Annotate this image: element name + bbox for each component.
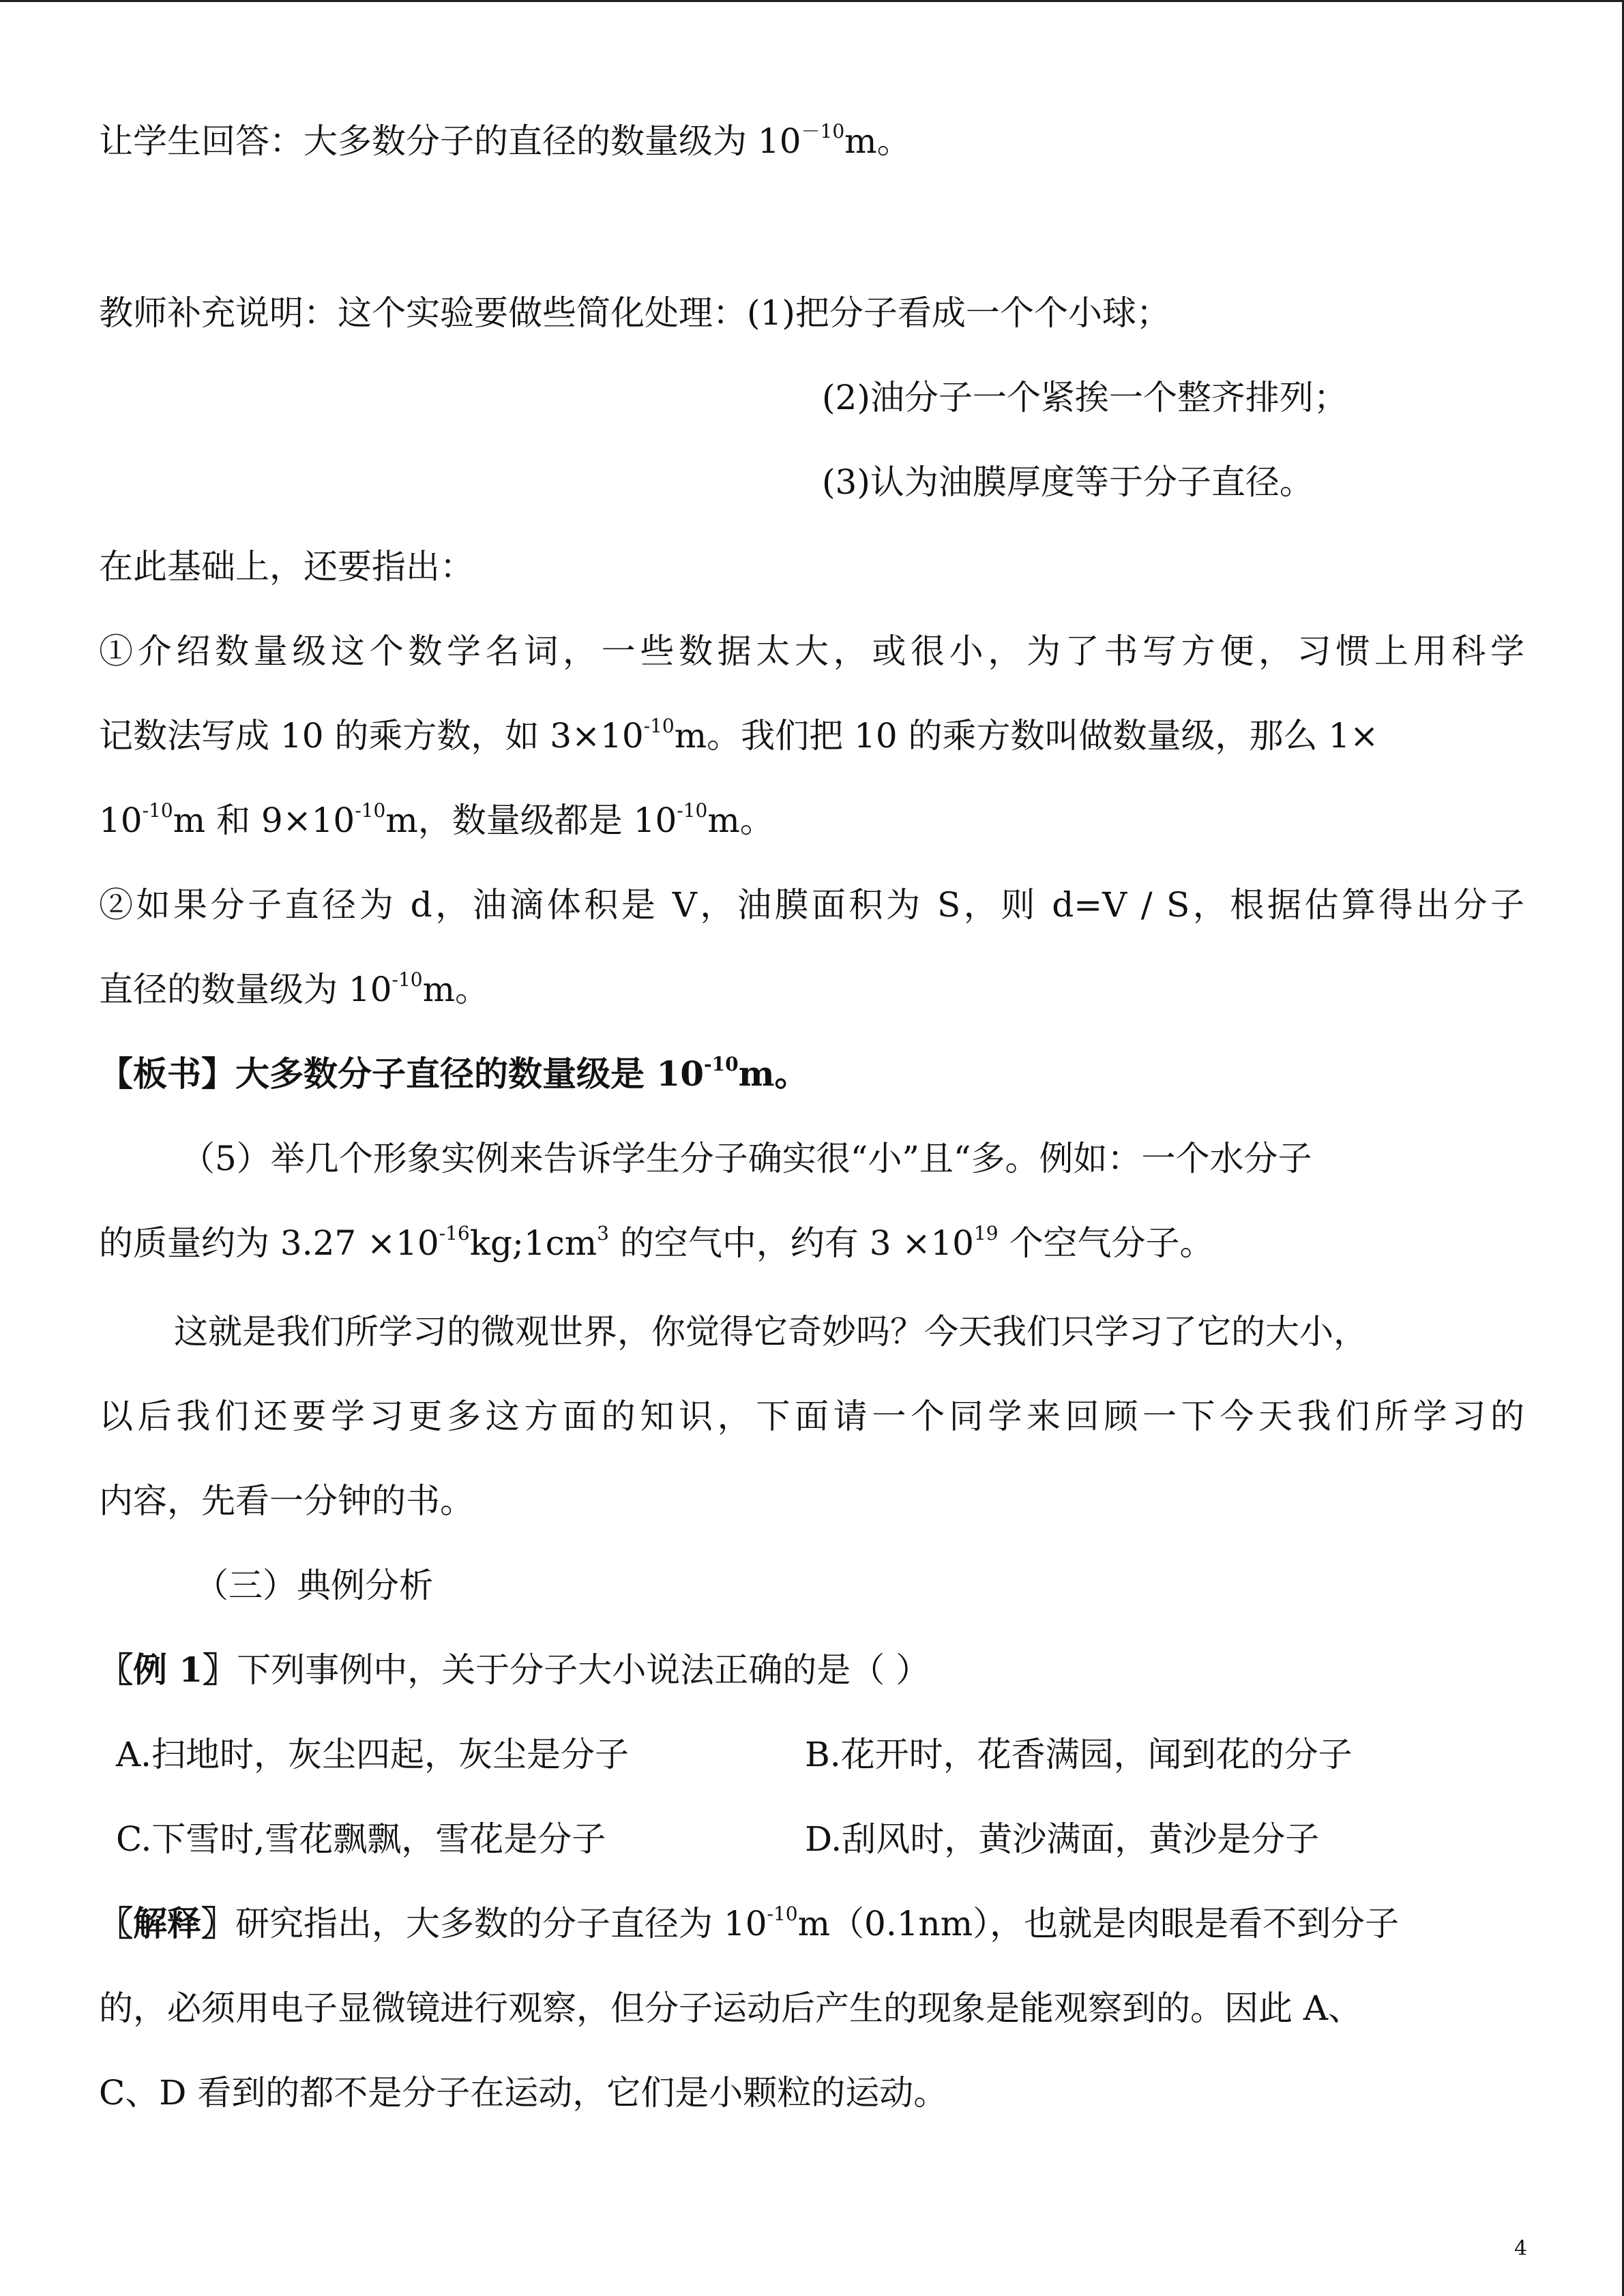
option-c: C.下雪时,雪花飘飘，雪花是分子 <box>116 1819 606 1859</box>
blackboard-note: 【板书】大多数分子直径的数量级是 $10^{-10}m$。 <box>99 1053 809 1094</box>
example-5-line-2: 的质量约为 $3.27 \times 10^{-16}kg;1cm^3$ 的空气中，约有 $3 \times 10^{19}$ 个空气分子。 <box>99 1222 1214 1263</box>
answer-line: 让学生回答：大多数分子的直径的数量级为 $10^{-10}m$。 <box>99 120 911 161</box>
option-a: A.扫地时，灰尘四起，灰尘是分子 <box>116 1735 630 1774</box>
summary-line-1: 这就是我们所学习的微观世界，你觉得它奇妙吗？今天我们只学习了它的大小， <box>174 1312 1368 1352</box>
page-number: 4 <box>1514 2237 1528 2261</box>
point-2-line-1: ②如果分子直径为 d，油滴体积是 V，油膜面积为 S，则 d=V / S，根据估算得出分子 <box>99 885 1524 925</box>
simplification-3: (3)认为油膜厚度等于分子直径。 <box>822 462 1314 502</box>
explanation-line-3: C、D 看到的都不是分子在运动，它们是小颗粒的运动。 <box>99 2073 948 2113</box>
basis-line: 在此基础上，还要指出： <box>99 547 474 586</box>
option-d: D.刮风时，黄沙满面，黄沙是分子 <box>805 1819 1320 1859</box>
point-2-line-2: 直径的数量级为 $10^{-10}m$。 <box>99 968 490 1009</box>
page-border-top <box>0 0 1624 2</box>
explanation-line-1: 〖解释〗研究指出，大多数的分子直径为 $10^{-10}m(0.1nm)$，也就是肉眼是看不到分子 <box>99 1903 1400 1943</box>
point-1-line-1: ①介绍数量级这个数学名词，一些数据太大，或很小，为了书写方便，习惯上用科学 <box>99 631 1524 671</box>
option-b: B.花开时，花香满园，闻到花的分子 <box>805 1735 1353 1774</box>
teacher-note-line: 教师补充说明：这个实验要做些简化处理：(1)把分子看成一个个小球； <box>99 293 1170 333</box>
summary-line-3: 内容，先看一分钟的书。 <box>99 1481 474 1521</box>
example-5-line-1: （5）举几个形象实例来告诉学生分子确实很“小”且“多。例如：一个水分子 <box>181 1139 1312 1178</box>
simplification-2: (2)油分子一个紧挨一个整齐排列； <box>822 378 1348 417</box>
example-1-question: 〖例 1〗下列事例中，关于分子大小说法正确的是（ ） <box>99 1650 930 1690</box>
summary-line-2: 以后我们还要学习更多这方面的知识，下面请一个同学来回顾一下今天我们所学习的 <box>99 1397 1524 1436</box>
explanation-line-2: 的，必须用电子显微镜进行观察，但分子运动后产生的现象是能观察到的。因此 A、 <box>99 1988 1363 2028</box>
section-heading: （三）典例分析 <box>194 1566 433 1605</box>
point-1-line-2: 记数法写成 10 的乘方数，如 $3\times 10^{-10}m$。我们把 10 的乘方数叫做数量级，那么 1× <box>99 715 1379 756</box>
point-1-line-3: $10^{-10}m$ 和 $9\times 10^{-10}m$，数量级都是 $10^{-10}m$。 <box>99 799 774 840</box>
